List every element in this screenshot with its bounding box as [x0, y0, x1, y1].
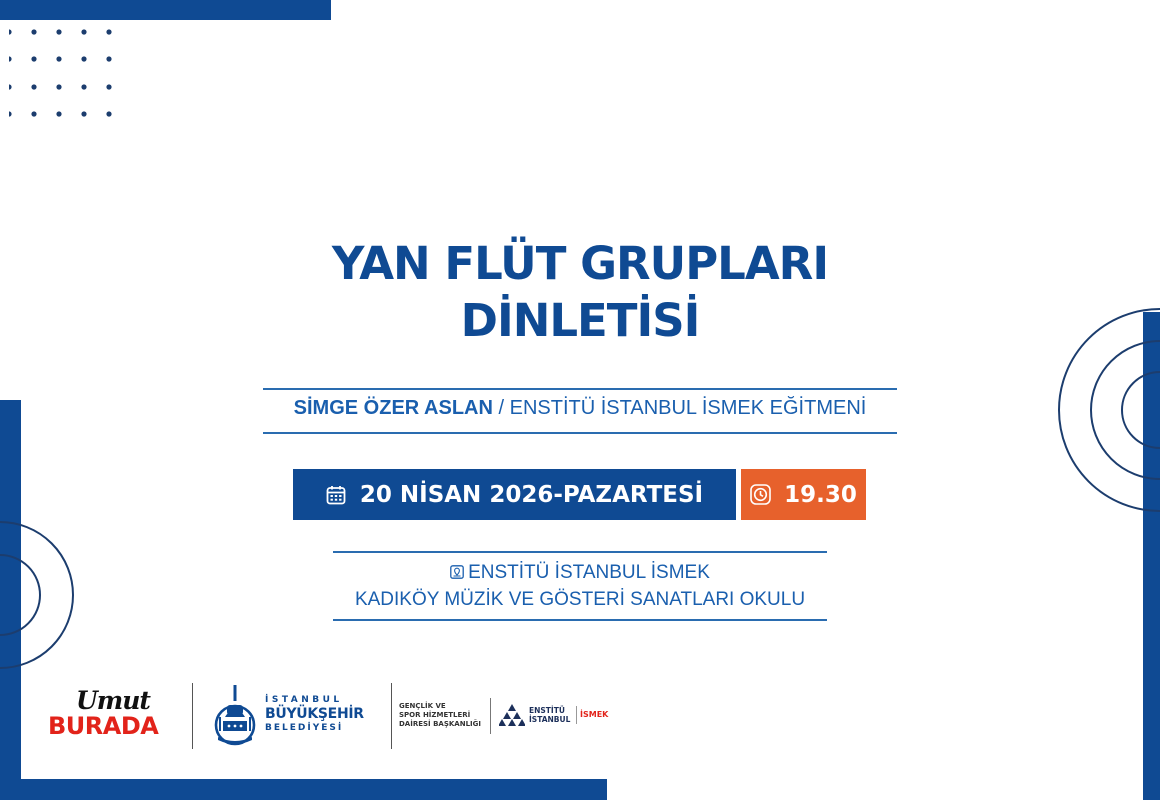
calendar-icon	[326, 485, 346, 505]
time-badge	[741, 469, 866, 520]
dot-grid-decoration	[9, 24, 119, 124]
event-title-line-2: DİNLETİSİ	[460, 294, 700, 347]
divider	[263, 388, 897, 390]
ibb-emblem-icon	[211, 683, 259, 747]
ibb-belediyesi: BELEDİYESİ	[265, 723, 344, 733]
event-title-line-1: YAN FLÜT GRUPLARI	[331, 237, 829, 290]
enstitu-line-1: ENSTİTÜ	[529, 706, 565, 715]
enstitu-text	[529, 706, 579, 724]
ismek-text: İSMEK	[580, 710, 609, 719]
logo-separator	[576, 706, 577, 724]
logo-separator	[192, 683, 193, 749]
ibb-buyuksehir: BÜYÜKŞEHİR	[265, 706, 364, 722]
instructor-separator: /	[492, 397, 510, 419]
umut-burada-logo	[48, 686, 178, 746]
umut-text: Umut	[76, 686, 150, 715]
divider	[333, 551, 827, 553]
ibb-text-block	[265, 695, 385, 734]
burada-text: BURADA	[48, 712, 159, 740]
event-date: 20 NİSAN 2026-PAZARTESİ	[359, 481, 704, 508]
left-circles-decoration	[0, 515, 80, 675]
logo-separator	[490, 698, 491, 734]
department-line-1: GENÇLİK VE	[399, 702, 446, 710]
clock-icon	[750, 484, 771, 505]
enstitu-line-2: İSTANBUL	[529, 715, 571, 724]
location-name: ENSTİTÜ İSTANBUL İSMEK	[468, 562, 710, 583]
location-icon	[450, 561, 464, 575]
department-line-2: SPOR HİZMETLERİ	[399, 711, 471, 719]
department-text	[399, 702, 489, 729]
ibb-istanbul: İSTANBUL	[265, 695, 343, 705]
location-line-2: KADIKÖY MÜZİK VE GÖSTERİ SANATLARI OKULU	[354, 589, 806, 610]
divider	[333, 619, 827, 621]
location-line-1	[333, 560, 827, 586]
logo-separator	[391, 683, 392, 749]
instructor-name: SİMGE ÖZER ASLAN	[293, 397, 493, 419]
bottom-bar	[0, 779, 607, 800]
enstitu-istanbul-logo-icon	[499, 704, 525, 726]
date-badge	[293, 469, 736, 520]
instructor-role: ENSTİTÜ İSTANBUL İSMEK EĞİTMENİ	[509, 397, 867, 419]
event-time: 19.30	[784, 481, 857, 508]
department-line-3: DAİRESİ BAŞKANLIĞI	[399, 720, 481, 728]
top-left-bar	[0, 0, 331, 20]
instructor-line	[263, 397, 897, 420]
divider	[263, 432, 897, 434]
